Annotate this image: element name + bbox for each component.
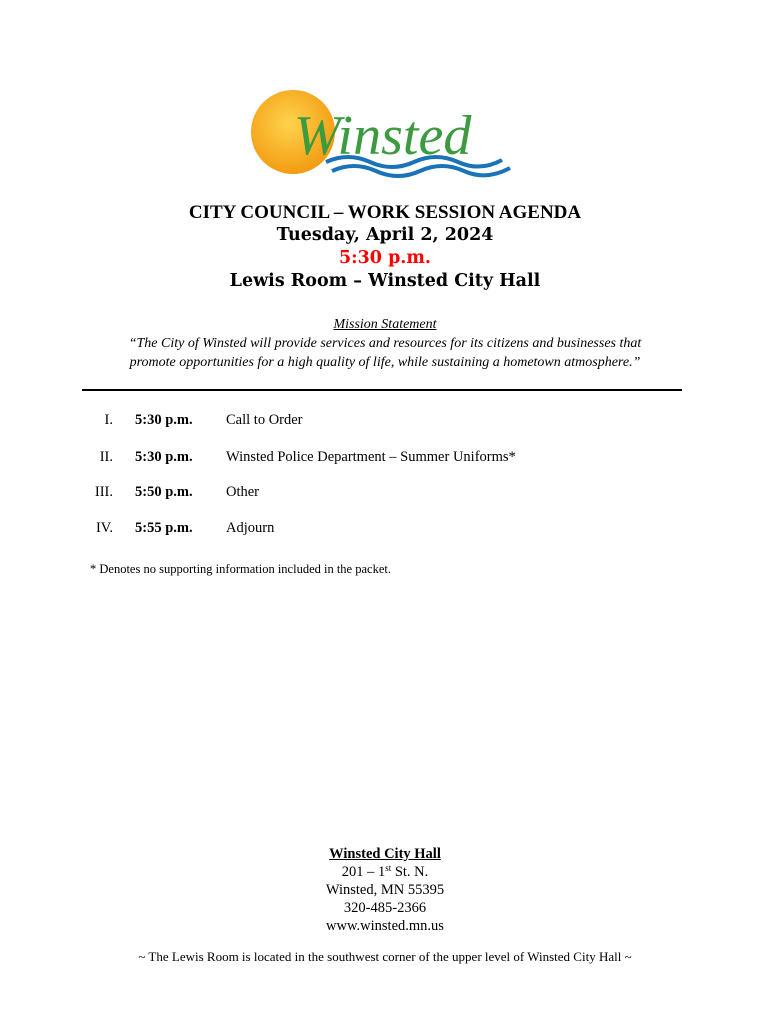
agenda-time: 5:55 p.m. [135,520,193,536]
address-block [0,845,770,935]
agenda-number: I. [104,412,113,428]
ordinal-suffix: st [385,863,392,873]
city-hall-name: Winsted City Hall [329,846,441,862]
agenda-number: II. [99,449,113,465]
agenda-title: Adjourn [226,520,275,536]
agenda-time: 5:30 p.m. [135,412,193,428]
agenda-header [0,201,770,293]
mission-line-2: promote opportunities for a high quality of life, while sustaining a hometown atmosphere.” [129,355,641,370]
location-note: ~ The Lewis Room is located in the southwest corner of the upper level of Winsted City Hall ~ [138,949,632,964]
meeting-date: Tuesday, April 2, 2024 [276,225,494,245]
street-address [0,863,770,881]
agenda-title: Call to Order [226,412,303,428]
sun-wave-logo-icon [248,88,524,180]
phone-number: 320-485-2366 [343,900,427,916]
meeting-time: 5:30 p.m. [338,248,432,268]
mission-statement [60,315,710,372]
street-number: 201 – 1 [341,864,386,880]
meeting-location: Lewis Room – Winsted City Hall [229,271,541,291]
agenda-number: III. [94,484,113,500]
agenda-title: Other [226,484,260,500]
footnote: * Denotes no supporting information included in the packet. [90,562,391,576]
city-state-zip: Winsted, MN 55395 [325,882,445,898]
mission-line-1: “The City of Winsted will provide services and resources for its citizens and businesses that [128,336,642,351]
website-link[interactable]: www.winsted.mn.us [326,918,444,934]
page-title: CITY COUNCIL – WORK SESSION AGENDA [188,202,582,223]
agenda-time: 5:30 p.m. [135,449,193,465]
logo-wordmark: Winsted [294,105,472,167]
agenda-title: Winsted Police Department – Summer Uniforms* [226,449,516,465]
agenda-time: 5:50 p.m. [135,484,193,500]
divider [82,389,682,391]
agenda-number: IV. [95,520,113,536]
street-name: St. N. [391,864,429,880]
mission-label: Mission Statement [333,317,437,332]
winsted-logo [248,88,524,180]
